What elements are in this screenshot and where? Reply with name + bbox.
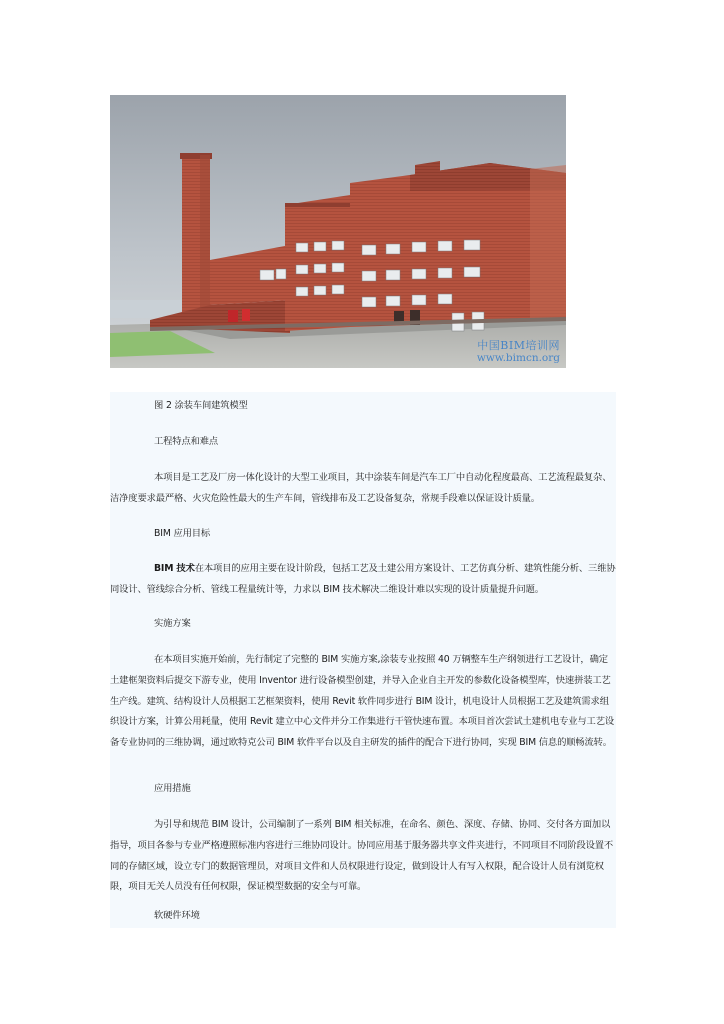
- section-heading-features: 工程特点和难点: [154, 436, 219, 447]
- watermark: [477, 340, 560, 364]
- building-model-figure: [110, 95, 566, 368]
- watermark-site-name: 中国BIM培训网: [477, 339, 560, 352]
- bim-goals-text: 在本项目的应用主要在设计阶段，包括工艺及土建公用方案设计、工艺仿真分析、建筑性能分析、三维协同设计、管线综合分析、管线工程量统计等，力求以 BIM 技术解决二维设计难以实现的设计质量提升问题。: [110, 563, 616, 595]
- bim-technology-term: BIM 技术: [154, 563, 195, 574]
- section-heading-bim-goals: BIM 应用目标: [154, 528, 211, 539]
- section-body-measures: 为引导和规范 BIM 设计，公司编制了一系列 BIM 相关标准，在命名、颜色、深度、存储、协同、交付各方面加以指导，项目各参与专业严格遵照标准内容进行三维协同设计。协同应用基于服务器共享文件夹进行，不同项目不同阶段设置不同的存储区域，设立专门的数据管理员，对项目文件和人员权限进行设定，做到设计人有写入权限，配合设计人员有浏览权限，项目无关人员没有任何权限，保证模型数据的安全与可靠。: [110, 819, 614, 893]
- section-body-implementation: 在本项目实施开始前，先行制定了完整的 BIM 实施方案,涂装专业按照 40 万辆整车生产纲领进行工艺设计，确定土建框架资料后提交下游专业，使用 Inventor 进行设备模型创建，并导入企业自主开发的参数化设备模型库，快速拼装工艺生产线。建筑、结构设计人员根据工艺框架资料，使用 Revit 软件同步进行 BIM 设计，机电设计人员根据工艺及建筑需求组织设计方案，计算公用耗量，使用 Revit 建立中心文件并分工作集进行干管快速布置。本项目首次尝试土建机电专业与工艺设备专业协同的三维协调，通过欧特克公司 BIM 软件平台以及自主研发的插件的配合下进行协同，实现 BIM 信息的顺畅流转。: [110, 654, 614, 749]
- section-heading-implementation: 实施方案: [154, 618, 191, 629]
- article-body: [110, 392, 616, 928]
- section-body-features: 本项目是工艺及厂房一体化设计的大型工业项目，其中涂装车间是汽车工厂中自动化程度最高、工艺流程最复杂、洁净度要求最严格、火灾危险性最大的生产车间，管线排布及工艺设备复杂，常规手段难以保证设计质量。: [110, 472, 612, 504]
- watermark-url: www.bimcn.org: [476, 352, 560, 364]
- section-heading-measures: 应用措施: [154, 783, 191, 794]
- section-heading-environment: 软硬件环境: [154, 910, 200, 921]
- figure-caption: 图 2 涂装车间建筑模型: [154, 400, 248, 411]
- section-body-bim-goals: [110, 559, 616, 601]
- paint-shop-building-model-image: [110, 95, 566, 368]
